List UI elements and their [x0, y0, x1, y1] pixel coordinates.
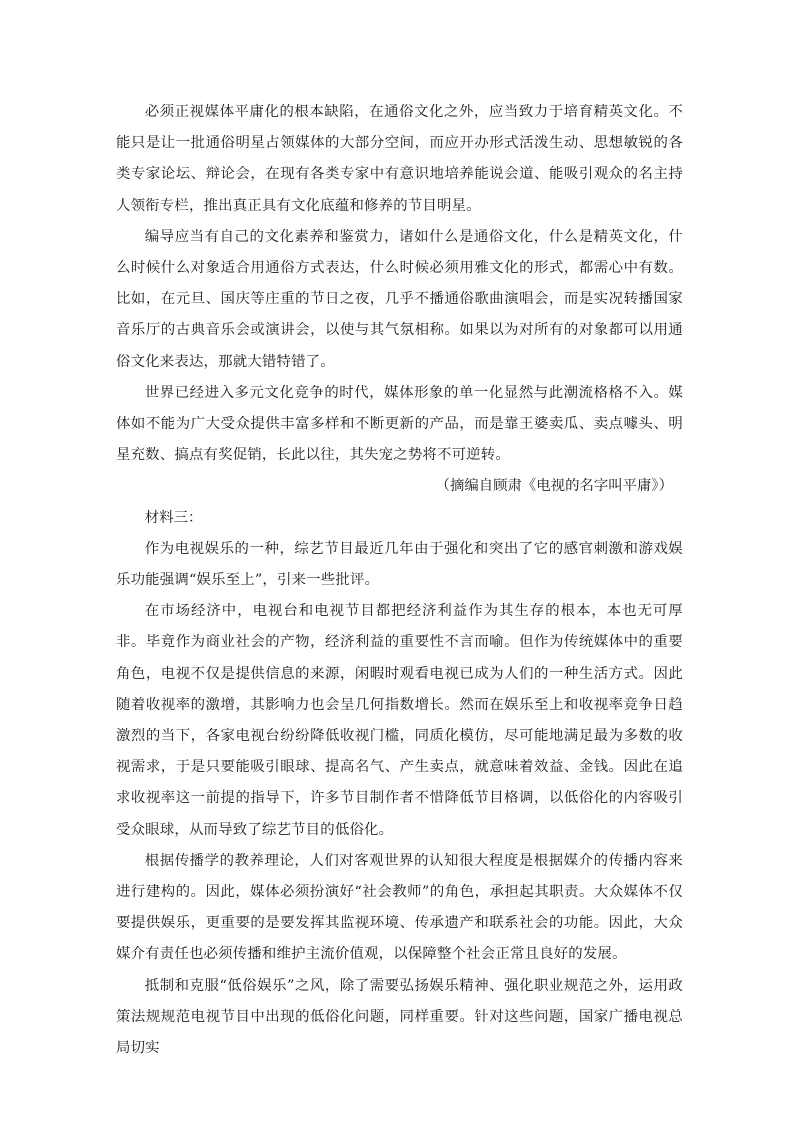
paragraph-market-economy: 在市场经济中，电视台和电视节目都把经济利益作为其生存的根本，本也无可厚非。毕竟作为商业社会的产物，经济利益的重要性不言而喻。但作为传统媒体中的重要角色，电视不仅是提供信息的来源，闲暇时观看电视已成为人们的一种生活方式。因此随着收视率的激增，其影响力也会呈几何指数增长。然而在娱乐至上和收视率竞争日趋激烈的当下，各家电视台纷纷降低收视门槛，同质化模仿，尽可能地满足最为多数的收视需求，于是只要能吸引眼球、提高名气、产生卖点，就意味着效益、金钱。因此在追求收视率这一前提的指导下，许多节目制作者不惜降低节目格调，以低俗化的内容吸引受众眼球，从而导致了综艺节目的低俗化。: [116, 603, 683, 838]
paragraph-cultivation-theory: 根据传播学的教养理论，人们对客观世界的认知很大程度是根据媒介的传播内容来进行建构的。因此，媒体必须扮演好“社会教师”的角色，承担起其职责。大众媒体不仅要提供娱乐，更重要的是要发挥其监视环境、传承遗产和联系社会的功能。因此，大众媒介有责任也必须传播和维护主流价值观，以保障整个社会正常且良好的发展。: [116, 852, 683, 963]
paragraph-editor-literacy: 编导应当有自己的文化素养和鉴赏力，诸如什么是通俗文化，什么是精英文化，什么时候什么对象适合用通俗方式表达，什么时候必须用雅文化的形式，都需心中有数。比如，在元旦、国庆等庄重的节日之夜，几乎不播通俗歌曲演唱会，而是实况转播国家音乐厅的古典音乐会或演讲会，以使与其气氛相称。如果以为对所有的对象都可以用通俗文化来表达，那就大错特错了。: [116, 228, 683, 370]
document-page: [116, 97, 683, 1064]
paragraph-resist-vulgar-entertainment: 抵制和克服“低俗娱乐”之风，除了需要弘扬娱乐精神、强化职业规范之外，运用政策法规规范电视节目中出现的低俗化问题，同样重要。针对这些问题，国家广播电视总局切实: [116, 977, 683, 1057]
paragraph-variety-show-intro: 作为电视娱乐的一种，综艺节目最近几年由于强化和突出了它的感官刺激和游戏娱乐功能强调“娱乐至上”，引来一些批评。: [116, 540, 683, 589]
paragraph-media-mediocrity: 必须正视媒体平庸化的根本缺陷，在通俗文化之外，应当致力于培育精英文化。不能只是让一批通俗明星占领媒体的大部分空间，而应开办形式活泼生动、思想敏锐的各类专家论坛、辩论会，在现有各类专家中有意识地培养能说会道、能吸引观众的名主持人领衔专栏，推出真正具有文化底蕴和修养的节目明星。: [116, 104, 683, 214]
paragraph-multicultural-competition: 世界已经进入多元文化竞争的时代，媒体形象的单一化显然与此潮流格格不入。媒体如不能为广大受众提供丰富多样和不断更新的产品，而是靠王婆卖瓜、卖点噱头、明星充数、搞点有奖促销，长此以往，其失宠之势将不可逆转。: [116, 384, 683, 464]
section-heading-material-3: 材料三：: [144, 509, 203, 526]
source-citation: （摘编自顾肃《电视的名字叫平庸》）: [435, 478, 673, 495]
